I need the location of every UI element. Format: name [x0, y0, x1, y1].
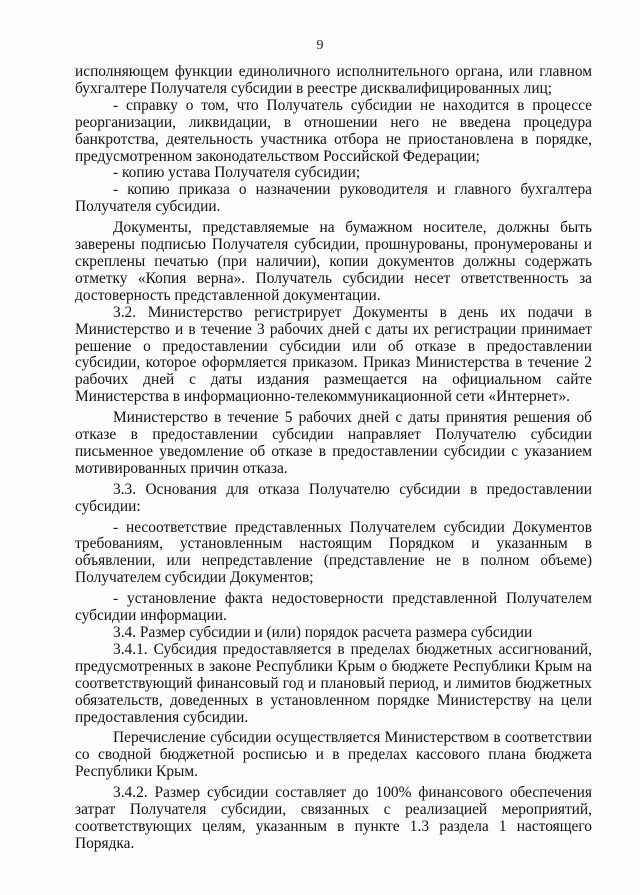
paragraph-transfer: Перечисление субсидии осуществляется Министерством в соответствии со сводной бюджетной росписью и в пределах кассового плана бюджета Республики Крым. [75, 729, 592, 781]
paragraph-3-4-1: 3.4.1. Субсидия предоставляется в пределах бюджетных ассигнований, предусмотренных в законе Республики Крым о бюджете Республики Крым на соответствующий финансовый год и плановый период, и лимитов бюджетных обязательств, доведенных в установленном порядке Министерству на цели предоставления субсидии. [75, 640, 592, 726]
section-heading-3-4: 3.4. Размер субсидии и (или) порядок расчета размера субсидии [113, 624, 533, 641]
list-item-bankruptcy-certificate: - справку о том, что Получатель субсидии не находится в процессе реорганизации, ликвидации, в отношении него не введена процедура банкротства, деятельность участника отбора не приостановлена в порядке, предусмотренном законодательством Российской Федерации; [75, 96, 592, 165]
paragraph-paper-documents: Документы, представляемые на бумажном носителе, должны быть заверены подписью Получателя субсидии, прошнурованы, пронумерованы и скреплены печатью (при наличии), копии документов должны содержать отметку «Копия верна». Получатель субсидии несет ответственность за достоверность представленной документации. [75, 219, 592, 304]
page-number: 9 [316, 38, 324, 53]
paragraph-refusal-notice: Министерство в течение 5 рабочих дней с даты принятия решения об отказе в предоставлении субсидии направляет Получателю субсидии письменное уведомление об отказе в предоставлении субсидии с указанием мотивированных причин отказа. [75, 409, 592, 477]
list-item-charter-copy: - копию устава Получателя субсидии; [113, 164, 361, 182]
paragraph-3-3: 3.3. Основания для отказа Получателю субсидии в предоставлении субсидии: [75, 480, 592, 515]
list-item-appointment-order: - копию приказа о назначении руководителя и главного бухгалтера Получателя субсидии. [75, 181, 592, 216]
list-item-nonconformity: - несоответствие представленных Получателем субсидии Документов требованиям, установленным настоящим Порядком и указанным в объявлении, или непредставление (представление не в полном объеме) Получателем субсидии Документов; [75, 518, 592, 587]
document-body [75, 64, 592, 853]
list-item-unreliable-info: - установление факта недостоверности представленной Получателем субсидии информации. [75, 590, 592, 625]
paragraph-3-4-2: 3.4.2. Размер субсидии составляет до 100% финансового обеспечения затрат Получателя субсидии, связанных с реализацией мероприятий, соответствующих целям, указанным в пункте 1.3 раздела 1 настоящего Порядка. [75, 784, 592, 852]
paragraph-continuation: исполняющем функции единоличного исполнительного органа, или главном бухгалтере Получателя субсидии в реестре дисквалифицированных лиц; [75, 63, 592, 97]
paragraph-3-2: 3.2. Министерство регистрирует Документы в день их подачи в Министерство и в течение 3 рабочих дней с даты их регистрации принимает решение о предоставлении субсидии или об отказе в предоставлении субсидии, которое оформляется приказом. Приказ Министерства в течение 2 рабочих дней с даты издания размещается на официальном сайте Министерства в информационно-телекоммуникационной сети «Интернет». [75, 303, 592, 406]
